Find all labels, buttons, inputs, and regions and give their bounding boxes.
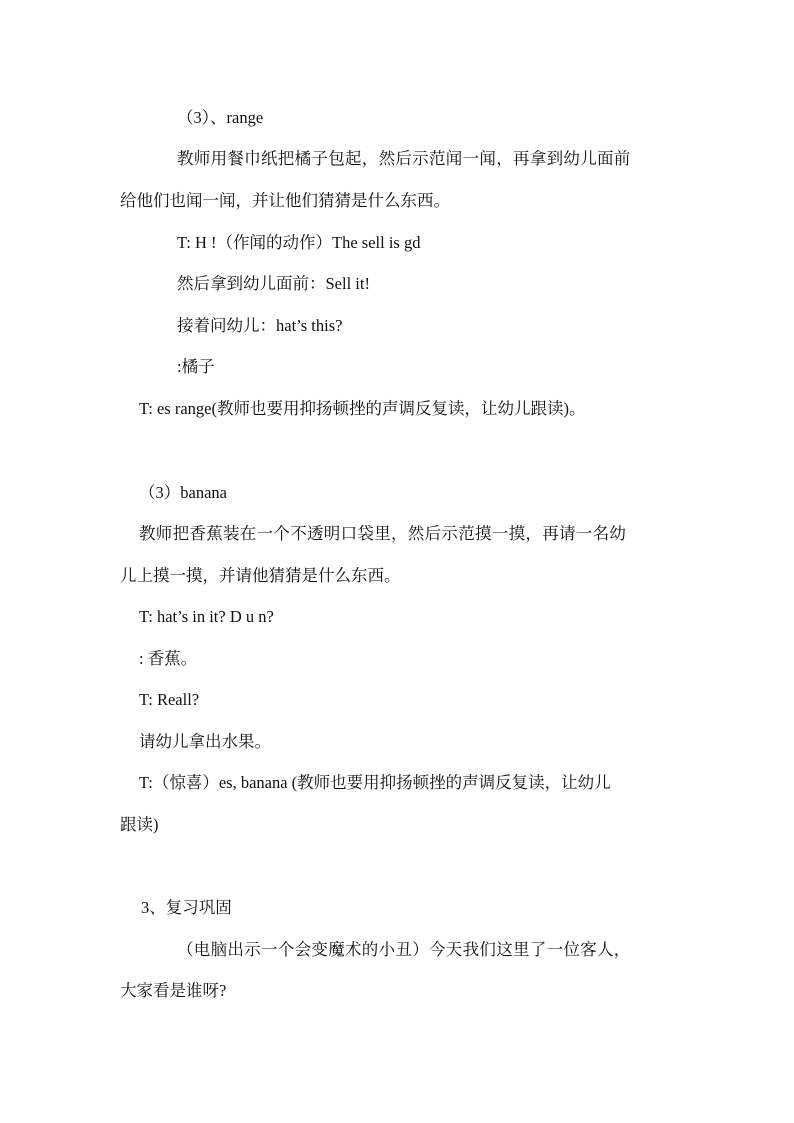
banana-teacher-line-1: T:（惊喜）es, banana (教师也要用抑扬顿挫的声调反复读，让幼儿 [139, 773, 611, 792]
review-paragraph-line-1: （电脑出示一个会变魔术的小丑）今天我们这里了一位客人， [177, 940, 631, 959]
banana-dialog-line-2: : 香蕉。 [139, 649, 198, 668]
banana-teacher-line-2: 跟读) [120, 815, 159, 834]
orange-dialog-line-2: 然后拿到幼儿面前：Sell it! [177, 274, 370, 293]
orange-dialog-line-4: :橘子 [177, 357, 215, 376]
orange-dialog-line-3: 接着问幼儿：hat’s this? [177, 316, 343, 335]
review-heading: 3、复习巩固 [141, 898, 232, 917]
orange-paragraph-line-2: 给他们也闻一闻，并让他们猜猜是什么东西。 [120, 191, 450, 210]
orange-paragraph-line-1: 教师用餐巾纸把橘子包起，然后示范闻一闻，再拿到幼儿面前 [177, 149, 631, 168]
orange-teacher-line: T: es range(教师也要用抑扬顿挫的声调反复读，让幼儿跟读)。 [139, 399, 586, 418]
orange-heading: （3）、range [177, 108, 264, 127]
review-paragraph-line-2: 大家看是谁呀? [120, 981, 227, 1000]
banana-dialog-line-4: 请幼儿拿出水果。 [139, 732, 271, 751]
banana-dialog-line-3: T: Reall? [139, 690, 200, 709]
banana-paragraph-line-1: 教师把香蕉装在一个不透明口袋里，然后示范摸一摸，再请一名幼 [139, 524, 627, 543]
banana-paragraph-line-2: 儿上摸一摸，并请他猜猜是什么东西。 [120, 566, 401, 585]
banana-dialog-line-1: T: hat’s in it? D u n? [139, 607, 274, 626]
banana-heading: （3）banana [139, 483, 227, 502]
orange-dialog-line-1: T: H !（作闻的动作）The sell is gd [177, 233, 421, 252]
